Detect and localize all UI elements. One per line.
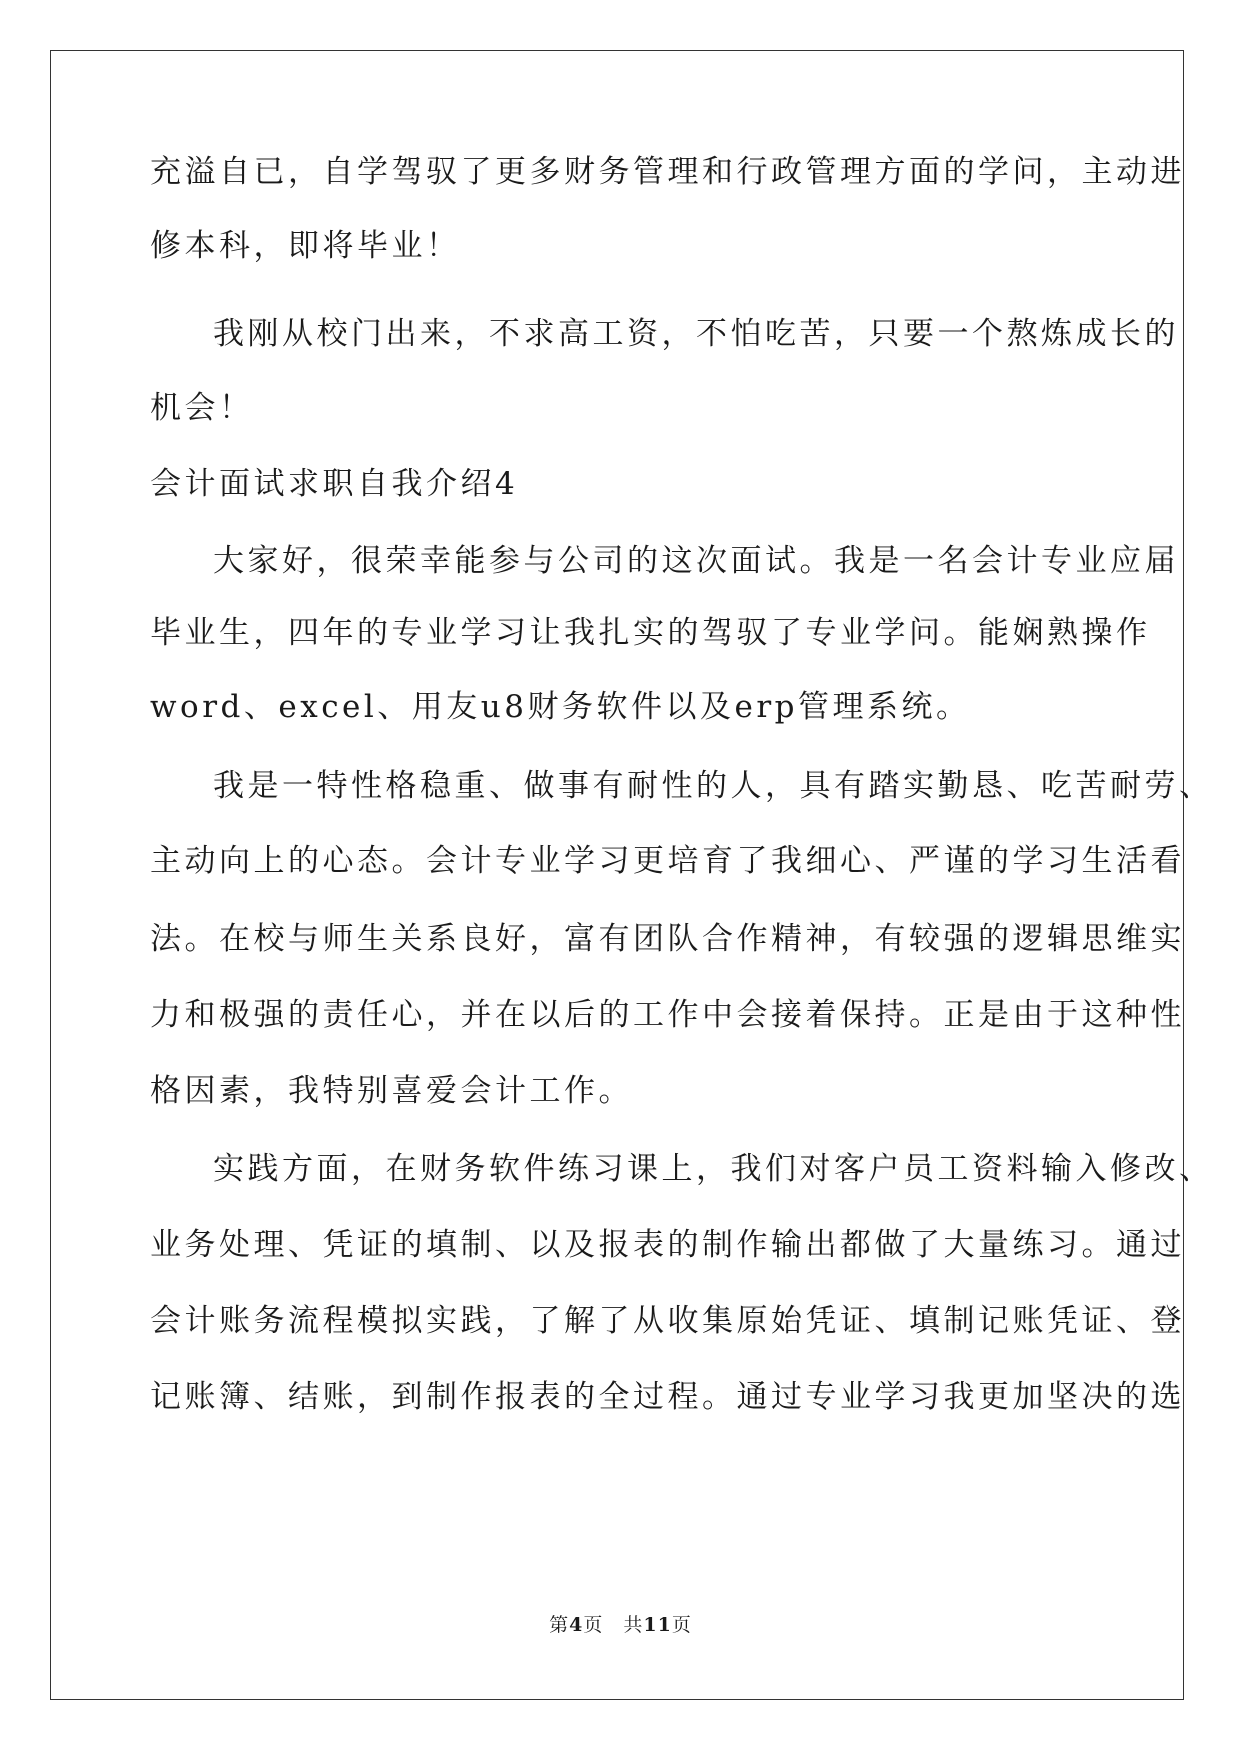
paragraph-line: 法。在校与师生关系良好，富有团队合作精神，有较强的逻辑思维实	[150, 921, 1185, 957]
total-prefix: 共	[623, 1614, 644, 1636]
section-heading: 会计面试求职自我介绍4	[150, 466, 519, 502]
paragraph-line: 充溢自已，自学驾驭了更多财务管理和行政管理方面的学问，主动进	[150, 154, 1185, 190]
page-number: 4	[569, 1614, 584, 1636]
paragraph-line: 业务处理、凭证的填制、以及报表的制作输出都做了大量练习。通过	[150, 1227, 1185, 1263]
total-suffix: 页	[671, 1614, 692, 1636]
paragraph-line: word、excel、用友u8财务软件以及erp管理系统。	[150, 689, 971, 725]
paragraph-line: 会计账务流程模拟实践，了解了从收集原始凭证、填制记账凭证、登	[150, 1303, 1185, 1339]
paragraph-line: 实践方面，在财务软件练习课上，我们对客户员工资料输入修改、	[213, 1151, 1214, 1187]
paragraph-line: 机会！	[150, 390, 254, 426]
total-pages: 11	[643, 1614, 672, 1636]
paragraph-line: 力和极强的责任心，并在以后的工作中会接着保持。正是由于这种性	[150, 997, 1185, 1033]
page-footer	[0, 1613, 1241, 1637]
paragraph-line: 我是一特性格稳重、做事有耐性的人，具有踏实勤恳、吃苦耐劳、	[213, 768, 1214, 804]
paragraph-line: 大家好，很荣幸能参与公司的这次面试。我是一名会计专业应届	[213, 543, 1179, 579]
paragraph-line: 记账簿、结账，到制作报表的全过程。通过专业学习我更加坚决的选	[150, 1379, 1185, 1415]
paragraph-line: 格因素，我特别喜爱会计工作。	[150, 1073, 633, 1109]
paragraph-line: 毕业生，四年的专业学习让我扎实的驾驭了专业学问。能娴熟操作	[150, 615, 1151, 651]
paragraph-line: 主动向上的心态。会计专业学习更培育了我细心、严谨的学习生活看	[150, 843, 1185, 879]
paragraph-line: 我刚从校门出来，不求高工资，不怕吃苦，只要一个熬炼成长的	[213, 316, 1179, 352]
paragraph-line: 修本科，即将毕业！	[150, 228, 461, 264]
page-suffix: 页	[583, 1614, 604, 1636]
page-prefix: 第	[549, 1614, 570, 1636]
